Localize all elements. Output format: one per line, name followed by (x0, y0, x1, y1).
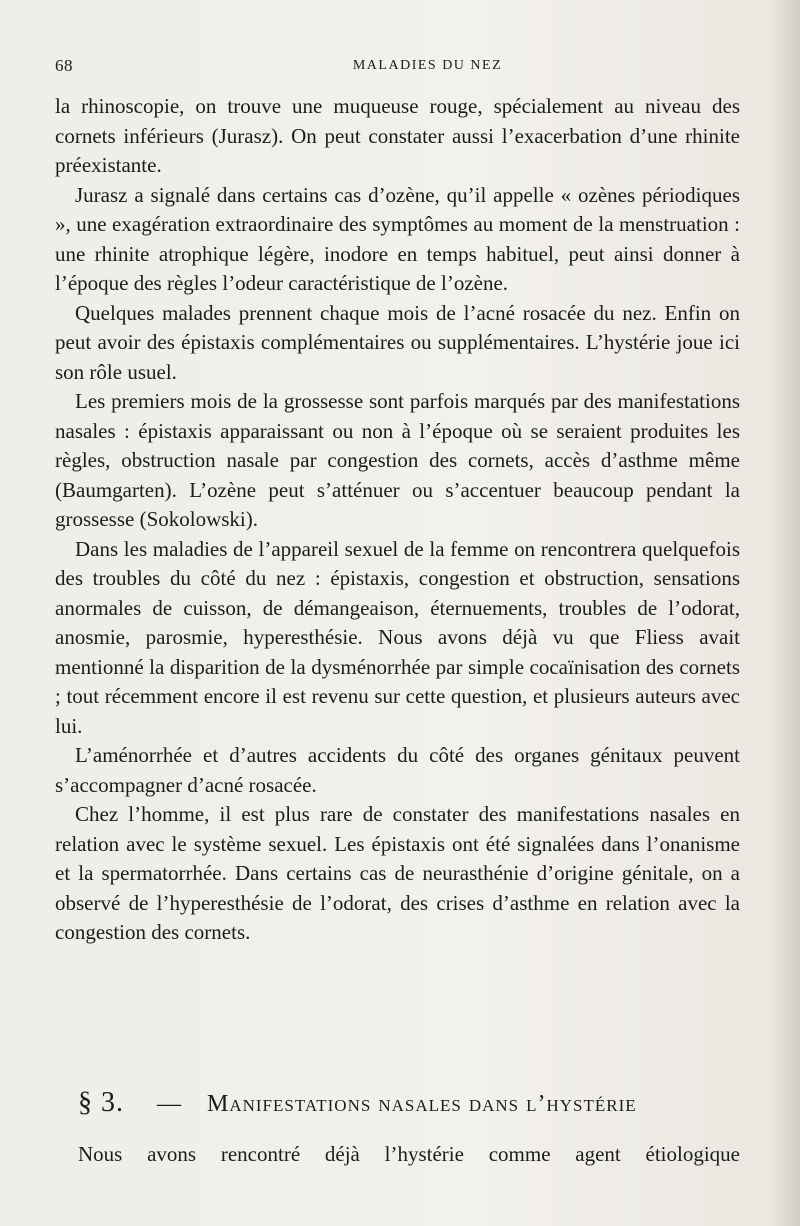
paragraph-grossesse: Les premiers mois de la grossesse sont parfois marqués par des manifestations nasales : épistaxis apparaissant ou non à l’époque où se seraient produites les règles, obstruction nasale par congestion des cornets, accès d’asthme même (Baumgarten). L’ozène peut s’atténuer ou s’accentuer beaucoup pendant la grossesse (Sokolowski). (55, 389, 740, 531)
running-title: MALADIES DU NEZ (352, 58, 503, 73)
paragraph-amenorrhee: L’aménorrhée et d’autres accidents du côté des organes génitaux peuvent s’accompagner d’acné rosacée. (55, 743, 740, 797)
page-header (55, 56, 740, 78)
paragraph-appareil-sexuel: Dans les maladies de l’appareil sexuel de la femme on rencontrera quelquefois des troubles du côté du nez : épistaxis, congestion et obstruction, sensations anormales de cuisson, de démangeaison, éternuements, troubles de l’odorat, anosmie, parosmie, hyperesthésie. Nous avons déjà vu que Fliess avait mentionné la disparition de la dysménorrhée par simple cocaïnisation des cornets ; tout récemment encore il est revenu sur cette question, et plusieurs auteurs avec lui. (55, 536, 740, 738)
paragraph-continuation: la rhinoscopie, on trouve une muqueuse rouge, spécialement au niveau des cornets inférieurs (Jurasz). On peut constater aussi l’exacerbation d’une rhinite préexistante. (55, 94, 740, 177)
section-dash: — (157, 1091, 182, 1117)
paragraph-acne: Quelques malades prennent chaque mois de l’acné rosacée du nez. Enfin on peut avoir des épistaxis complémentaires ou supplémentaires. L’hystérie joue ici son rôle usuel. (55, 300, 740, 384)
paragraph-homme: Chez l’homme, il est plus rare de constater des manifestations nasales en relation avec le système sexuel. Les épistaxis ont été signalées dans l’onanisme et la spermatorrhée. Dans certains cas de neurasthénie d’origine génitale, on a observé de l’hyperesthésie de l’odorat, des crises d’asthme en relation avec la congestion des cornets. (55, 802, 740, 944)
paragraph-hysterie-start: Nous avons rencontré déjà l’hystérie comme agent étiologique (78, 1142, 740, 1166)
section-title: Manifestations nasales dans l’hystérie (207, 1091, 637, 1117)
paragraph-jurasz: Jurasz a signalé dans certains cas d’ozène, qu’il appelle « ozènes périodiques », une exagération extraordinaire des symptômes au moment de la menstruation : une rhinite atrophique légère, inodore en temps habituel, peut ainsi donner à l’époque des règles l’odeur caractéristique de l’ozène. (55, 182, 740, 295)
body-text (55, 92, 740, 948)
section-number: § 3. (78, 1087, 124, 1118)
page-edge-shadow (770, 0, 800, 1226)
section-heading (78, 1087, 740, 1119)
page-number: 68 (55, 56, 73, 75)
